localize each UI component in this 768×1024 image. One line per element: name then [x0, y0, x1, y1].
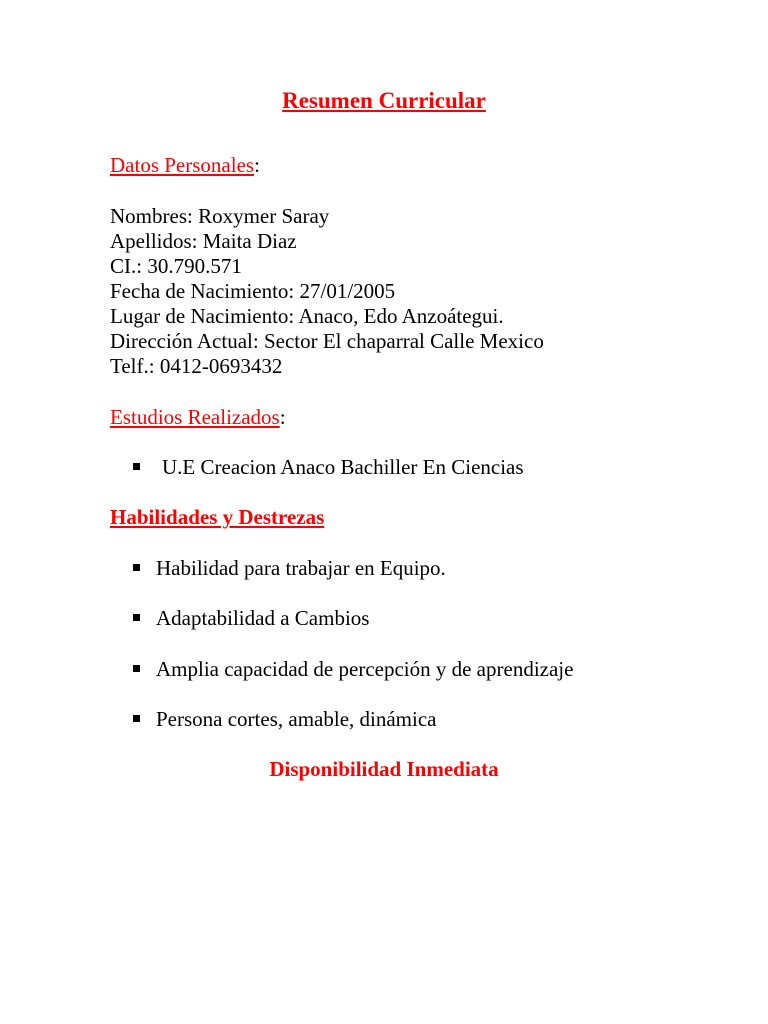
list-item — [133, 707, 437, 732]
square-bullet-icon — [133, 665, 140, 672]
personal-info-apellidos: Apellidos: Maita Diaz — [110, 229, 297, 253]
section-heading-estudios — [110, 405, 286, 430]
square-bullet-icon — [133, 564, 140, 571]
personal-info-nombres: Nombres: Roxymer Saray — [110, 204, 330, 228]
list-item-text: Habilidad para trabajar en Equipo. — [156, 556, 446, 580]
personal-info-fecha-nacimiento: Fecha de Nacimiento: 27/01/2005 — [110, 279, 396, 303]
heading-colon: : — [279, 405, 286, 429]
heading-colon: : — [254, 153, 260, 177]
list-item — [133, 657, 574, 682]
list-item — [133, 556, 446, 581]
list-item — [133, 455, 524, 480]
square-bullet-icon — [133, 715, 140, 722]
heading-label: Habilidades y Destrezas — [110, 505, 325, 529]
square-bullet-icon — [133, 463, 140, 470]
availability-note: Disponibilidad Inmediata — [269, 757, 499, 781]
square-bullet-icon — [133, 614, 140, 621]
section-heading-datos-personales — [110, 153, 260, 178]
personal-info-ci: CI.: 30.790.571 — [110, 254, 242, 278]
list-item-text: Persona cortes, amable, dinámica — [156, 707, 437, 731]
list-item-text: Adaptabilidad a Cambios — [156, 606, 370, 630]
section-heading-habilidades — [110, 505, 324, 530]
list-item-text: U.E Creacion Anaco Bachiller En Ciencias — [162, 455, 524, 479]
list-item — [133, 606, 370, 631]
list-item-text: Amplia capacidad de percepción y de aprendizaje — [156, 657, 574, 681]
heading-label: Datos Personales — [110, 153, 255, 177]
personal-info-telefono: Telf.: 0412-0693432 — [110, 354, 283, 378]
personal-info-lugar-nacimiento: Lugar de Nacimiento: Anaco, Edo Anzoátegui. — [110, 304, 504, 328]
heading-label: Estudios Realizados — [110, 405, 280, 429]
personal-info-direccion: Dirección Actual: Sector El chaparral Calle Mexico — [110, 329, 544, 353]
page-title: Resumen Curricular — [282, 88, 486, 113]
